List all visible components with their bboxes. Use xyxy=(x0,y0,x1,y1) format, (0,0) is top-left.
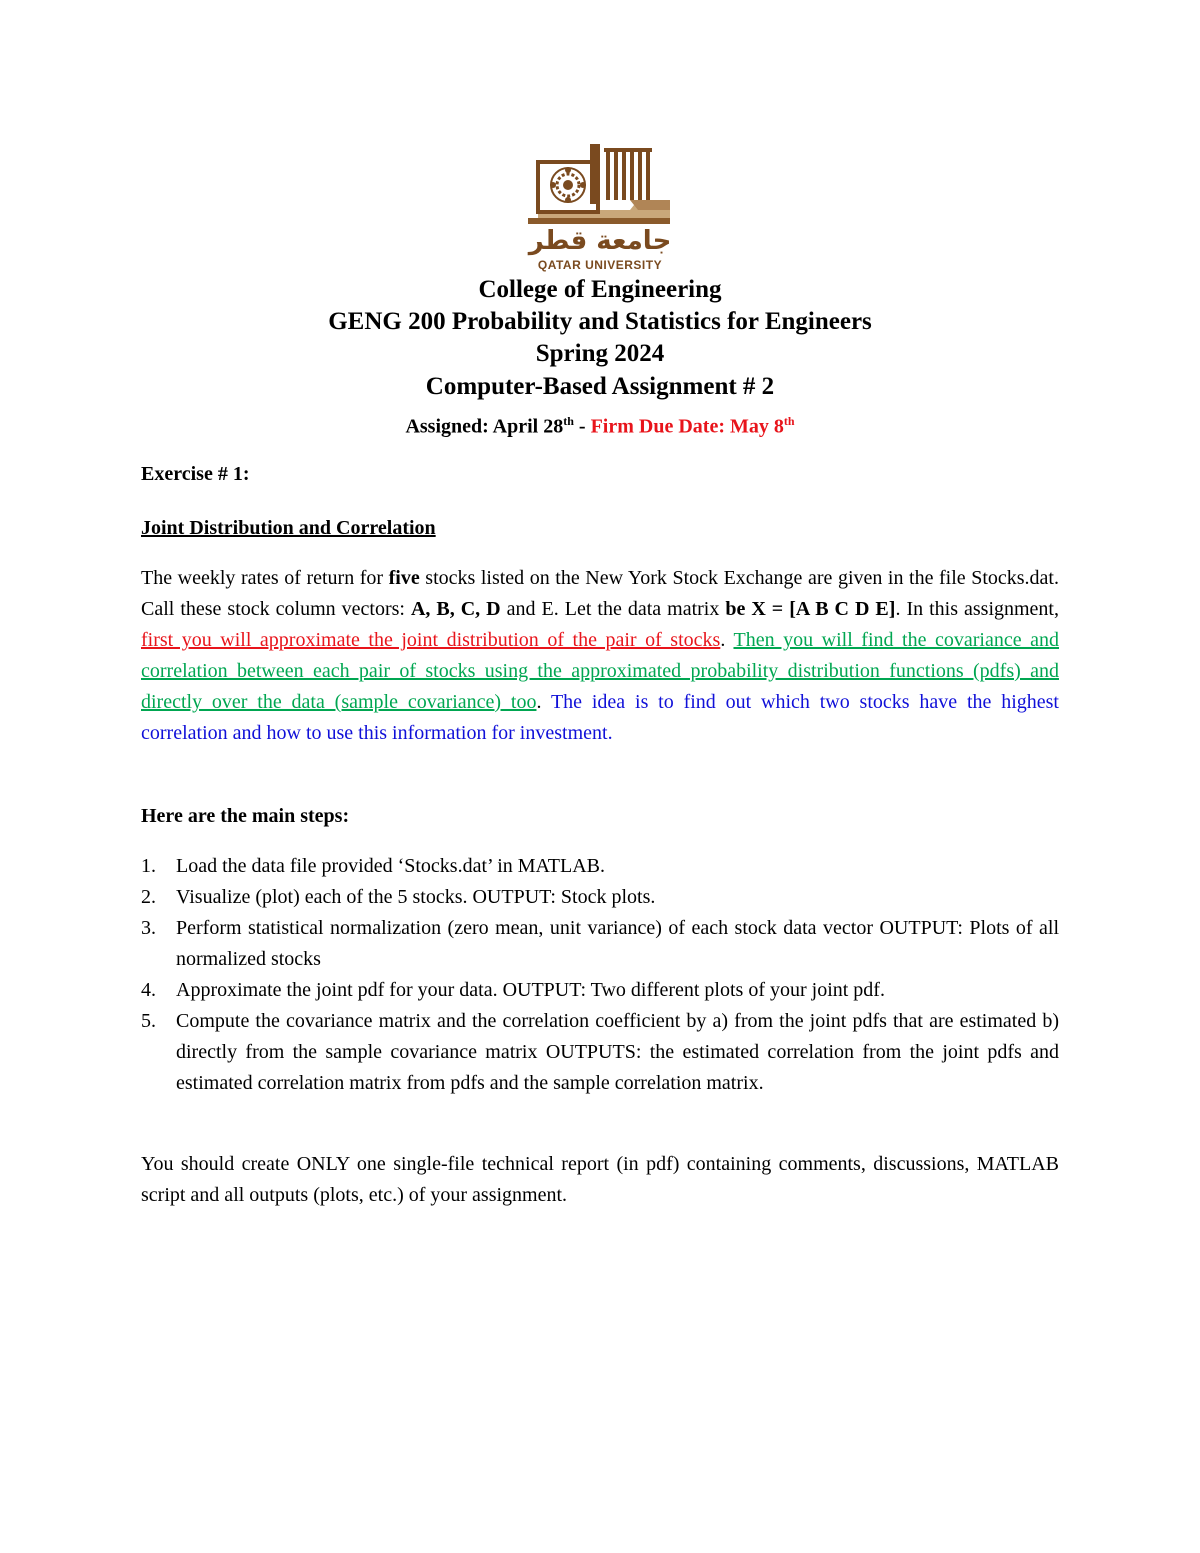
list-item xyxy=(141,882,1059,913)
steps-title: Here are the main steps: xyxy=(141,805,350,827)
step-text: Perform statistical normalization (zero mean, unit variance) of each stock data vector OUTPUT: Plots of all normalized stocks xyxy=(176,917,1059,970)
logo-arabic-name: جامعة قطر xyxy=(528,226,672,256)
intro-paragraph xyxy=(141,563,1059,749)
intro-text: and xyxy=(500,598,542,620)
list-item xyxy=(141,851,1059,882)
intro-blue-highlight: The idea is to find out which two stocks have the highest correlation and how to use this information for investment. xyxy=(141,691,1059,744)
steps-list xyxy=(141,851,1059,1099)
logo-latin-name: QATAR UNIVERSITY xyxy=(537,258,663,272)
intro-bold-vectors: A, B, C, D xyxy=(410,598,501,620)
step-text: Visualize (plot) each of the 5 stocks. OUTPUT: Stock plots. xyxy=(176,886,656,908)
list-item xyxy=(141,975,1059,1006)
assigned-date: Assigned: April 28 xyxy=(405,415,564,438)
section-title: Joint Distribution and Correlation xyxy=(141,517,436,539)
intro-text: . xyxy=(720,629,734,651)
qatar-university-logo xyxy=(520,138,680,273)
intro-text: stocks listed on the New York Stock Exchange are given in the file Stocks.dat. Call these stock column vectors: xyxy=(141,567,1059,620)
due-date-suffix: th xyxy=(783,414,795,428)
intro-text: The weekly rates of return for xyxy=(141,567,389,589)
intro-text: . xyxy=(536,691,551,713)
dates-separator: - xyxy=(573,415,591,438)
step-text: Compute the covariance matrix and the correlation coefficient by a) from the joint pdfs that are estimated b) directly from the sample covariance matrix OUTPUTS: the estimated correlation from the joint pdfs and estimated correlation matrix from pdfs and the sample correlation matrix. xyxy=(176,1010,1059,1094)
course-heading: GENG 200 Probability and Statistics for Engineers xyxy=(328,308,872,335)
step-text: Load the data file provided ‘Stocks.dat’ in MATLAB. xyxy=(176,855,605,877)
dates-line xyxy=(0,407,1200,441)
closing-paragraph: You should create ONLY one single-file technical report (in pdf) containing comments, discussions, MATLAB script and all outputs (plots, etc.) of your assignment. xyxy=(141,1153,1059,1206)
step-number: 2. xyxy=(141,886,156,908)
step-number: 1. xyxy=(141,855,156,877)
assigned-date-suffix: th xyxy=(563,414,574,428)
assignment-heading: Computer-Based Assignment # 2 xyxy=(425,373,775,400)
intro-green-highlight: Then you will find the covariance and correlation between each pair of stocks using the approximated probability distribution functions (pdfs) and directly over the data (sample covariance) too xyxy=(141,629,1060,713)
due-date: Firm Due Date: May 8 xyxy=(590,415,784,438)
intro-text: . In this assignment, xyxy=(895,598,1059,620)
list-item xyxy=(141,1006,1059,1099)
intro-text: E xyxy=(541,598,554,620)
term-heading: Spring 2024 xyxy=(535,340,665,367)
college-heading: College of Engineering xyxy=(478,276,722,303)
step-number: 3. xyxy=(141,917,156,939)
intro-red-highlight: first you will approximate the joint distribution of the pair of stocks xyxy=(141,629,721,651)
list-item xyxy=(141,913,1059,975)
exercise-title: Exercise # 1: xyxy=(141,463,250,485)
step-text: Approximate the joint pdf for your data. OUTPUT: Two different plots of your joint pdf. xyxy=(176,979,885,1001)
university-building-emblem xyxy=(520,138,680,226)
intro-bold-count: five xyxy=(388,567,420,589)
intro-text: . Let the data matrix xyxy=(553,598,726,620)
step-number: 5. xyxy=(141,1010,156,1032)
intro-bold-matrix: be X = [A B C D E] xyxy=(725,598,896,620)
step-number: 4. xyxy=(141,979,156,1001)
